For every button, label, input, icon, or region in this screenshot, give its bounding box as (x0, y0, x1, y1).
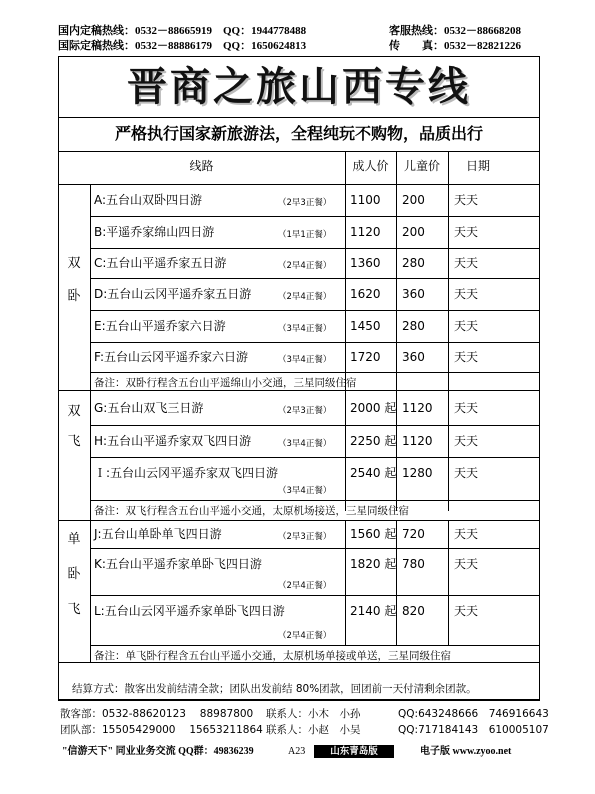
individual-qq: QQ:643248666 746916643 (398, 708, 549, 720)
settlement-terms: 结算方式：散客出发前结清全款；团队出发前结 80%团款，回团前一天付清剩余团款。 (72, 683, 477, 695)
group-divider (58, 520, 540, 521)
departure-date: 天天 (454, 400, 479, 415)
child-price: 280 (402, 319, 425, 333)
route-meals: （1早1正餐） (278, 230, 332, 240)
note-divider (90, 645, 540, 646)
departure-date: 天天 (454, 256, 479, 270)
child-price: 1120 (402, 434, 433, 448)
row-divider (90, 278, 540, 279)
departure-date: 天天 (454, 604, 479, 618)
departure-date: 天天 (454, 557, 479, 571)
group-dept: 团队部：15505429000 15653211864 (60, 724, 263, 736)
note-divider (90, 500, 540, 501)
child-price: 820 (402, 604, 425, 618)
row-divider (90, 342, 540, 343)
note-divider (90, 372, 540, 373)
route-name: H:五台山平遥乔家双飞四日游 (94, 434, 252, 448)
group-label: 飞 (67, 434, 81, 449)
adult-price: 2000 起 (350, 400, 397, 415)
adult-price: 1100 (350, 193, 381, 207)
adult-price: 2250 起 (350, 434, 397, 448)
trade-group: "信游天下" 同业业务交流 QQ群：49836239 (62, 746, 254, 757)
column-child-price: 儿童价 (403, 159, 440, 173)
departure-date: 天天 (454, 466, 479, 480)
slogan: 严格执行国家新旅游法，全程纯玩不购物，品质出行 (114, 124, 483, 143)
international-hotline: 国际定稿热线：0532－88886179 QQ：1650624813 (58, 40, 307, 52)
row-divider (90, 425, 540, 426)
row-divider (90, 216, 540, 217)
child-price: 720 (402, 527, 425, 541)
adult-price: 1820 起 (350, 557, 397, 571)
group-note: 备注：双飞行程含五台山平遥小交通，太原机场接送，三星同级住宿 (94, 505, 409, 517)
group-note: 备注：双卧行程含五台山平遥绵山小交通，三星同级住宿 (94, 377, 357, 389)
row-divider (90, 457, 540, 458)
group-label: 卧 (67, 289, 81, 304)
adult-price: 1120 (350, 225, 381, 239)
group-note: 备注：单飞卧行程含五台山平遥小交通，太原机场单接或单送，三星同级住宿 (94, 650, 451, 662)
route-meals: （3早4正餐） (278, 439, 332, 449)
individual-dept: 散客部：0532-88620123 88987800 (60, 708, 254, 720)
column-date: 日期 (465, 159, 490, 173)
page-number: A23 (288, 746, 306, 757)
child-price: 1280 (402, 466, 433, 480)
route-meals: （3早4正餐） (278, 324, 332, 334)
route-name: B:平遥乔家绵山四日游 (94, 225, 215, 239)
adult-price: 2540 起 (350, 466, 397, 480)
route-meals: （2早3正餐） (278, 532, 332, 542)
group-label: 双 (67, 404, 81, 419)
column-adult-price: 成人价 (352, 159, 389, 173)
child-price: 200 (402, 193, 425, 207)
route-meals: （3早4正餐） (278, 486, 332, 496)
service-hotline: 客服热线：0532－88668208 (389, 25, 521, 37)
child-price: 200 (402, 225, 425, 239)
route-meals: （2早4正餐） (278, 261, 332, 271)
adult-price: 1720 (350, 350, 381, 364)
route-name: E:五台山平遥乔家六日游 (94, 319, 226, 333)
route-name: K:五台山平遥乔家单卧飞四日游 (94, 557, 262, 571)
adult-price: 1450 (350, 319, 381, 333)
departure-date: 天天 (454, 193, 479, 207)
row-divider (90, 548, 540, 549)
child-price: 1120 (402, 400, 433, 415)
route-name: A:五台山双卧四日游 (94, 193, 203, 207)
child-price: 780 (402, 557, 425, 571)
group-label: 飞 (67, 602, 81, 617)
page-title: 晋商之旅山西专线 (127, 63, 471, 110)
adult-price: 1360 (350, 256, 381, 270)
group-label: 双 (67, 256, 81, 271)
route-name: J:五台山单卧单飞四日游 (94, 527, 222, 541)
adult-price: 2140 起 (350, 604, 397, 618)
departure-date: 天天 (454, 319, 479, 333)
route-meals: （2早4正餐） (278, 292, 332, 302)
group-divider (58, 390, 540, 391)
route-meals: （3早4正餐） (278, 355, 332, 365)
departure-date: 天天 (454, 225, 479, 239)
route-name: L:五台山云冈平遥乔家单卧飞四日游 (94, 604, 285, 618)
adult-price: 1560 起 (350, 527, 397, 541)
route-name: G:五台山双飞三日游 (94, 400, 204, 415)
edition-badge: 山东青岛版 (314, 745, 394, 758)
adult-price: 1620 (350, 287, 381, 301)
route-meals: （2早4正餐） (278, 581, 332, 591)
child-price: 360 (402, 350, 425, 364)
route-name: D:五台山云冈平遥乔家五日游 (94, 287, 252, 301)
group-label: 卧 (67, 567, 81, 582)
group-label: 单 (67, 532, 81, 547)
route-name: Ｉ:五台山云冈平遥乔家双飞四日游 (94, 466, 279, 480)
individual-contact: 联系人：小木 小孙 (266, 708, 361, 720)
group-qq: QQ:717184143 610005107 (398, 724, 549, 736)
fax-number: 传 真：0532－82821226 (389, 40, 521, 52)
departure-date: 天天 (454, 434, 479, 448)
child-price: 360 (402, 287, 425, 301)
column-route: 线路 (189, 159, 214, 173)
row-divider (90, 310, 540, 311)
departure-date: 天天 (454, 287, 479, 301)
departure-date: 天天 (454, 350, 479, 364)
route-name: C:五台山平遥乔家五日游 (94, 256, 227, 270)
route-name: F:五台山云冈平遥乔家六日游 (94, 350, 249, 364)
route-table (58, 0, 540, 794)
row-divider (90, 595, 540, 596)
group-contact: 联系人：小赵 小吴 (266, 724, 361, 736)
route-meals: （2早4正餐） (278, 631, 332, 641)
route-meals: （2早3正餐） (278, 198, 332, 208)
edition-site: 电子版 www.zyoo.net (420, 746, 512, 757)
child-price: 280 (402, 256, 425, 270)
domestic-hotline: 国内定稿热线：0532－88665919 QQ：1944778488 (58, 25, 307, 37)
departure-date: 天天 (454, 527, 479, 541)
route-meals: （2早3正餐） (278, 405, 332, 416)
row-divider (90, 248, 540, 249)
